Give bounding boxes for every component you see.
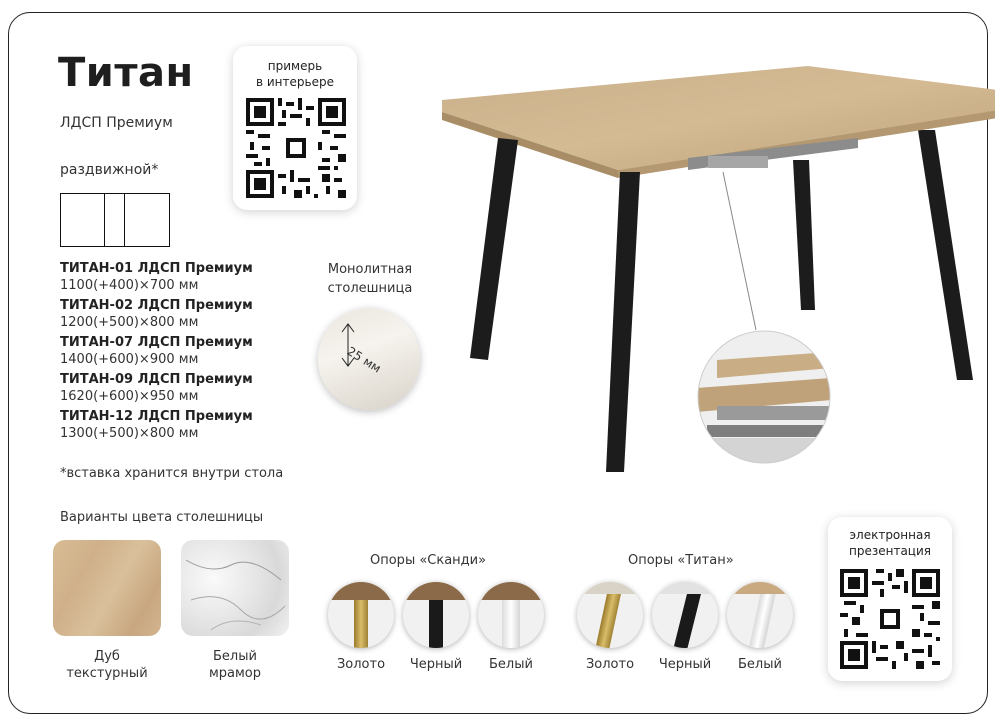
- supports-skandi-title: Опоры «Сканди»: [370, 553, 487, 568]
- model-item: [60, 260, 340, 294]
- model-item: [60, 371, 340, 405]
- qr-interior-caption-2: в интерьере: [256, 75, 334, 89]
- models-list: [60, 260, 340, 445]
- model-item: [60, 408, 340, 442]
- model-size: 1400(+600)×900 мм: [60, 352, 199, 367]
- skandi-gold-label: Золото: [336, 657, 386, 672]
- oak-label-2: текстурный: [66, 666, 148, 681]
- model-size: 1200(+500)×800 мм: [60, 315, 199, 330]
- monolith-caption-1: Монолитная: [327, 262, 413, 277]
- qr-interior-caption-1: примерь: [267, 59, 323, 73]
- qr-code-icon[interactable]: [840, 569, 940, 669]
- oak-label-1: Дуб: [94, 649, 120, 664]
- qr-presentation-caption-1: электронная: [849, 528, 931, 542]
- model-size: 1100(+400)×700 мм: [60, 278, 199, 293]
- skandi-black-leg[interactable]: [403, 582, 469, 648]
- skandi-white-label: Белый: [489, 657, 533, 672]
- titan-gold-leg[interactable]: [577, 582, 643, 648]
- model-item: [60, 297, 340, 331]
- monolith-caption: [318, 260, 422, 298]
- skandi-black-label: Черный: [409, 657, 463, 672]
- product-extension-type: раздвижной*: [60, 162, 159, 178]
- model-size: 1620(+600)×950 мм: [60, 389, 199, 404]
- model-name: ТИТАН-01 ЛДСП Премиум: [60, 261, 253, 276]
- product-material: ЛДСП Премиум: [60, 115, 173, 131]
- marble-label-1: Белый: [213, 649, 257, 664]
- model-item: [60, 334, 340, 368]
- oak-swatch[interactable]: [53, 540, 161, 636]
- model-name: ТИТАН-02 ЛДСП Премиум: [60, 298, 253, 313]
- qr-presentation-caption-2: презентация: [849, 544, 931, 558]
- qr-presentation-card[interactable]: [828, 517, 952, 681]
- top-colors-title: Варианты цвета столешницы: [60, 510, 264, 525]
- extension-schema-icon: [60, 193, 170, 247]
- qr-interior-card[interactable]: [233, 46, 357, 210]
- model-name: ТИТАН-09 ЛДСП Премиум: [60, 372, 253, 387]
- mechanism-detail-photo: [697, 330, 831, 464]
- model-name: ТИТАН-12 ЛДСП Премиум: [60, 409, 253, 424]
- qr-code-icon[interactable]: [246, 98, 346, 198]
- monolith-thickness-photo: [318, 308, 420, 410]
- monolith-caption-2: столешница: [327, 281, 413, 296]
- titan-black-leg[interactable]: [652, 582, 718, 648]
- titan-white-leg[interactable]: [727, 582, 793, 648]
- skandi-gold-leg[interactable]: [328, 582, 394, 648]
- model-name: ТИТАН-07 ЛДСП Премиум: [60, 335, 253, 350]
- monolith-thickness-label: 25 мм: [344, 344, 384, 376]
- skandi-white-leg[interactable]: [478, 582, 544, 648]
- model-size: 1300(+500)×800 мм: [60, 426, 199, 441]
- oak-label: [53, 648, 161, 682]
- marble-veins-icon: [181, 540, 289, 636]
- titan-black-label: Черный: [658, 657, 712, 672]
- titan-white-label: Белый: [738, 657, 782, 672]
- marble-label-2: мрамор: [208, 666, 262, 681]
- product-title: Титан: [58, 50, 194, 96]
- marble-label: [181, 648, 289, 682]
- titan-gold-label: Золото: [585, 657, 635, 672]
- supports-titan-title: Опоры «Титан»: [628, 553, 734, 568]
- insert-storage-note: *вставка хранится внутри стола: [60, 466, 284, 481]
